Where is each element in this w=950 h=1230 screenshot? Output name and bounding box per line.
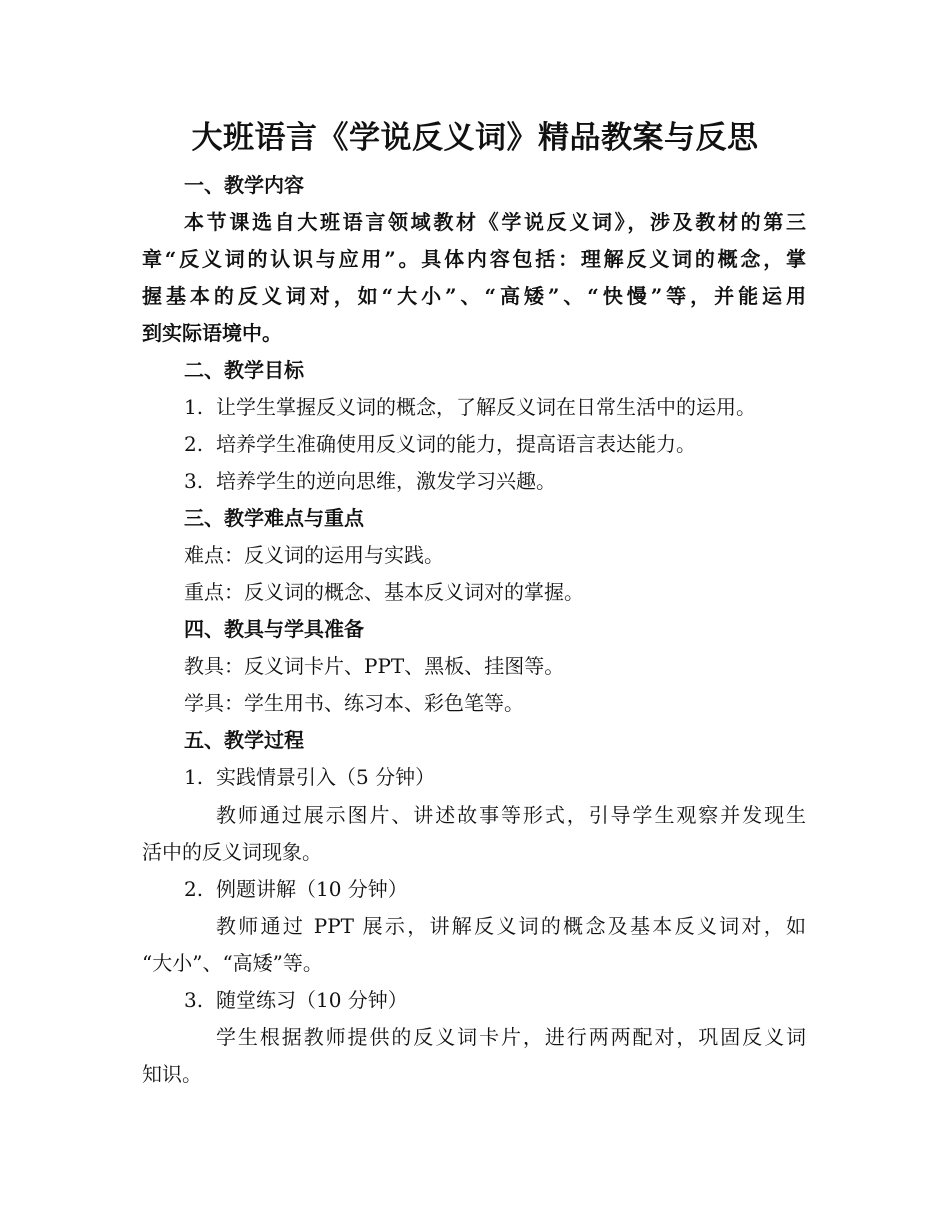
section-heading-difficulties: 三、教学难点与重点 [184, 506, 364, 530]
section-heading-objectives: 二、教学目标 [184, 358, 304, 382]
list-item-number: 1. [184, 395, 204, 419]
step-title-text: 随堂练习（10 分钟） [216, 988, 408, 1012]
paragraph-line: 难点：反义词的运用与实践。 [184, 543, 444, 567]
paragraph-line: 教师通过 PPT 展示，讲解反义词的概念及基本反义词对，如 [216, 914, 806, 938]
step-title-text: 实践情景引入（5 分钟） [216, 765, 436, 789]
paragraph-line: 章“反义词的认识与应用”。具体内容包括：理解反义词的概念，掌 [142, 247, 806, 271]
paragraph-line: 握基本的反义词对，如“大小”、“高矮”、“快慢”等，并能运用 [142, 284, 806, 308]
step-number: 2. [184, 877, 204, 901]
paragraph-line: “大小”、“高矮”等。 [142, 951, 323, 975]
step-title [184, 763, 435, 791]
list-item-number: 3. [184, 469, 204, 493]
list-item [184, 467, 556, 495]
paragraph-line: 知识。 [142, 1062, 202, 1086]
list-item-text: 培养学生准确使用反义词的能力，提高语言表达能力。 [216, 432, 696, 456]
paragraph-line: 活中的反义词现象。 [142, 840, 322, 864]
step-number: 1. [184, 765, 204, 789]
list-item-number: 2. [184, 432, 204, 456]
list-item-text: 让学生掌握反义词的概念，了解反义词在日常生活中的运用。 [216, 395, 756, 419]
step-title [184, 875, 408, 903]
step-title [184, 986, 408, 1014]
paragraph-line: 学具：学生用书、练习本、彩色笔等。 [184, 691, 524, 715]
section-heading-content: 一、教学内容 [184, 173, 304, 197]
list-item [184, 430, 696, 458]
paragraph-line: 学生根据教师提供的反义词卡片，进行两两配对，巩固反义词 [216, 1025, 806, 1049]
paragraph-line: 教师通过展示图片、讲述故事等形式，引导学生观察并发现生 [216, 803, 806, 827]
paragraph-line: 本节课选自大班语言领域教材《学说反义词》，涉及教材的第三 [184, 210, 806, 234]
document-title: 大班语言《学说反义词》精品教案与反思 [191, 120, 759, 156]
paragraph-line: 重点：反义词的概念、基本反义词对的掌握。 [184, 580, 584, 604]
list-item-text: 培养学生的逆向思维，激发学习兴趣。 [216, 469, 556, 493]
step-number: 3. [184, 988, 204, 1012]
section-heading-process: 五、教学过程 [184, 728, 304, 752]
step-title-text: 例题讲解（10 分钟） [216, 877, 408, 901]
list-item [184, 393, 756, 421]
paragraph-line: 到实际语境中。 [142, 321, 282, 345]
paragraph-line: 教具：反义词卡片、PPT、黑板、挂图等。 [184, 654, 565, 678]
section-heading-materials: 四、教具与学具准备 [184, 617, 364, 641]
